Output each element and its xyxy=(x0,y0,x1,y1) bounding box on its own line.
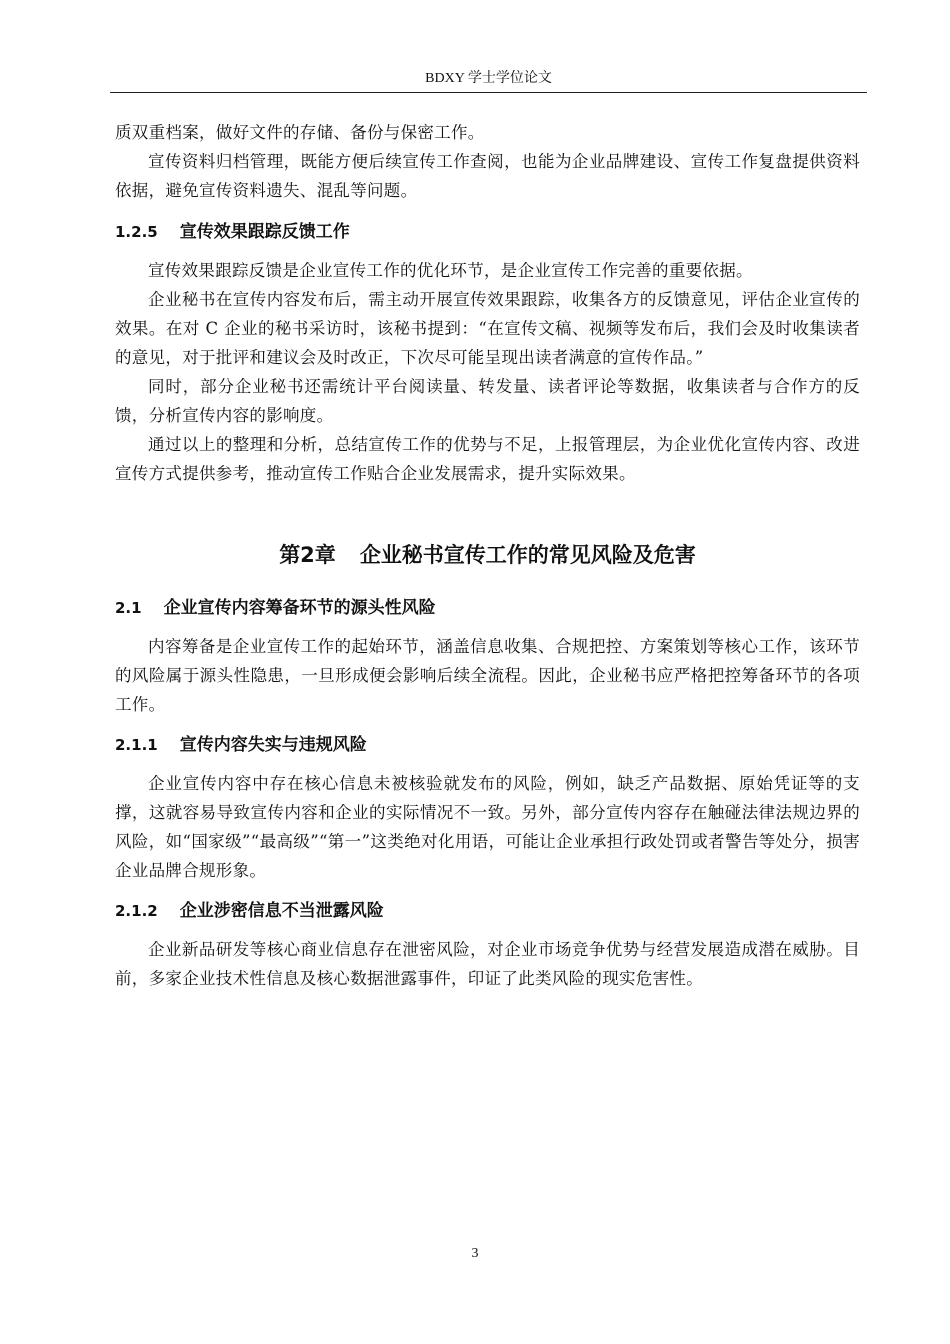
paragraph: 宣传资料归档管理，既能方便后续宣传工作查阅，也能为企业品牌建设、宣传工作复盘提供资料依据，避免宣传资料遗失、混乱等问题。 xyxy=(115,152,860,200)
section-number: 1.2.5 xyxy=(115,223,158,241)
section-title: 宣传效果跟踪反馈工作 xyxy=(179,222,350,242)
section-title: 企业涉密信息不当泄露风险 xyxy=(179,901,384,921)
section-title: 宣传内容失实与违规风险 xyxy=(179,735,367,755)
header-title: BDXY 学士学位论文 xyxy=(425,71,552,86)
section-heading xyxy=(115,220,860,244)
paragraph: 通过以上的整理和分析，总结宣传工作的优势与不足，上报管理层，为企业优化宣传内容、改进宣传方式提供参考，推动宣传工作贴合企业发展需求，提升实际效果。 xyxy=(115,435,860,483)
paragraph: 宣传效果跟踪反馈是企业宣传工作的优化环节，是企业宣传工作完善的重要依据。 xyxy=(148,261,753,280)
section-heading xyxy=(115,733,860,757)
section-heading xyxy=(115,899,860,923)
chapter-number: 第2章 xyxy=(279,543,336,567)
section-number: 2.1 xyxy=(115,599,142,617)
page-content xyxy=(115,118,860,993)
chapter-title: 企业秘书宣传工作的常见风险及危害 xyxy=(359,543,696,567)
page-number: 3 xyxy=(471,1246,479,1261)
section-title: 企业宣传内容筹备环节的源头性风险 xyxy=(163,598,436,618)
paragraph: 企业宣传内容中存在核心信息未被核验就发布的风险，例如，缺乏产品数据、原始凭证等的支撑，这就容易导致宣传内容和企业的实际情况不一致。另外，部分宣传内容存在触碰法律法规边界的风险，如“国家级”“最高级”“第一”这类绝对化用语，可能让企业承担行政处罚或者警告等处分，损害企业品牌合规形象。 xyxy=(115,774,860,880)
chapter-heading xyxy=(115,540,860,570)
page-header xyxy=(110,70,867,93)
paragraph: 质双重档案，做好文件的存储、备份与保密工作。 xyxy=(115,123,485,142)
paragraph: 同时，部分企业秘书还需统计平台阅读量、转发量、读者评论等数据，收集读者与合作方的反馈，分析宣传内容的影响度。 xyxy=(115,377,860,425)
paragraph: 企业秘书在宣传内容发布后，需主动开展宣传效果跟踪，收集各方的反馈意见，评估企业宣传的效果。在对 C 企业的秘书采访时，该秘书提到：“在宣传文稿、视频等发布后，我们会及时收集读者的意见，对于批评和建议会及时改正，下次尽可能呈现出读者满意的宣传作品。” xyxy=(115,290,860,367)
paragraph: 内容筹备是企业宣传工作的起始环节，涵盖信息收集、合规把控、方案策划等核心工作，该环节的风险属于源头性隐患，一旦形成便会影响后续全流程。因此，企业秘书应严格把控筹备环节的各项工作。 xyxy=(115,637,860,714)
section-heading xyxy=(115,596,860,620)
section-number: 2.1.1 xyxy=(115,736,158,754)
paragraph: 企业新品研发等核心商业信息存在泄密风险，对企业市场竞争优势与经营发展造成潜在威胁。目前，多家企业技术性信息及核心数据泄露事件，印证了此类风险的现实危害性。 xyxy=(115,940,860,988)
section-number: 2.1.2 xyxy=(115,902,158,920)
